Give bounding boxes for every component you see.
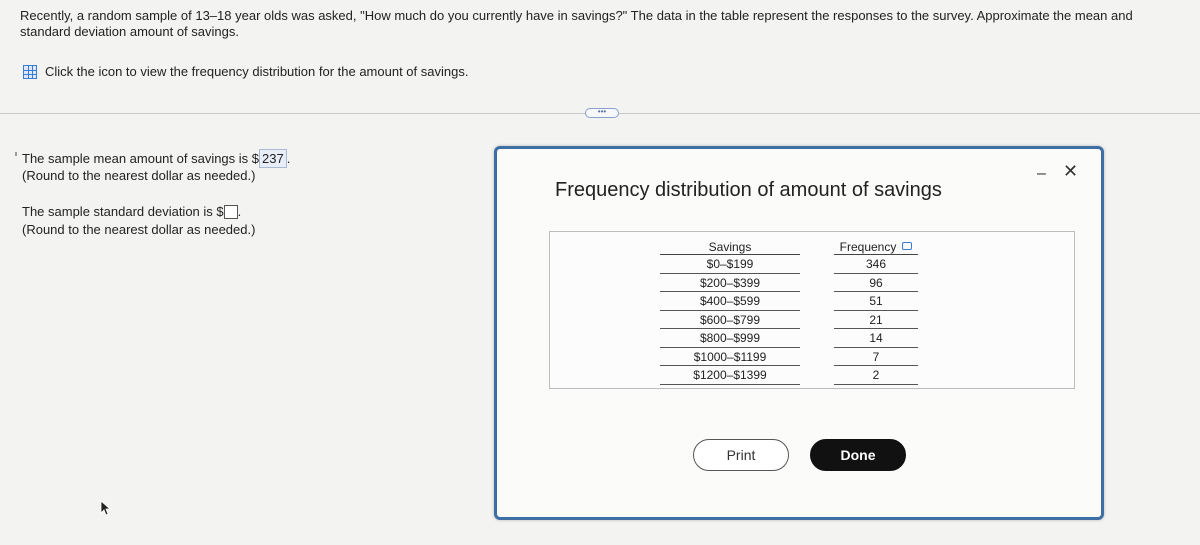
savings-cell: $0–$199	[660, 255, 800, 274]
print-button[interactable]: Print	[693, 439, 789, 471]
savings-header: Savings	[660, 236, 800, 255]
frequency-cell: 14	[834, 329, 918, 348]
frequency-header	[834, 236, 918, 255]
frequency-cell: 346	[834, 255, 918, 274]
savings-cell: $600–$799	[660, 311, 800, 330]
question-text: Recently, a random sample of 13–18 year olds was asked, "How much do you currently have in savings?" The data in the table represent the responses to the survey. Approximate the mean and standard deviation amount of savings.	[20, 8, 1133, 39]
done-button[interactable]: Done	[810, 439, 906, 471]
expand-handle[interactable]: •••	[585, 108, 619, 118]
icon-prompt-text: Click the icon to view the frequency distribution for the amount of savings.	[45, 64, 469, 79]
savings-cell: $1000–$1199	[660, 348, 800, 367]
frequency-icon-line	[23, 64, 468, 79]
dialog-title: Frequency distribution of amount of savings	[555, 179, 942, 201]
frequency-cell: 51	[834, 292, 918, 311]
copy-data-icon[interactable]	[902, 242, 912, 250]
sd-round-note: (Round to the nearest dollar as needed.)	[22, 222, 256, 237]
frequency-table	[549, 231, 1075, 389]
close-icon[interactable]: ✕	[1063, 161, 1079, 181]
savings-cell: $1200–$1399	[660, 366, 800, 385]
mean-prefix: The sample mean amount of savings is $	[22, 151, 260, 166]
mean-answer-field[interactable]: 237	[259, 149, 287, 168]
table-grid-icon[interactable]	[23, 65, 37, 79]
frequency-cell: 21	[834, 311, 918, 330]
savings-cell: $200–$399	[660, 274, 800, 293]
sd-answer-input[interactable]	[224, 205, 238, 219]
savings-cell: $800–$999	[660, 329, 800, 348]
frequency-cell: 2	[834, 366, 918, 385]
frequency-dialog	[494, 146, 1104, 520]
savings-column	[660, 236, 800, 385]
mean-suffix: .	[286, 151, 291, 166]
frequency-column	[834, 236, 918, 385]
mean-round-note: (Round to the nearest dollar as needed.)	[22, 168, 256, 183]
frequency-cell: 7	[834, 348, 918, 367]
sd-prefix: The sample standard deviation is $	[22, 204, 224, 219]
sd-answer-line	[22, 203, 241, 220]
frequency-header-label: Frequency	[839, 240, 897, 254]
frequency-cell: 96	[834, 274, 918, 293]
mean-answer-line	[22, 149, 290, 168]
mouse-cursor-icon	[100, 500, 110, 516]
left-edge-mark	[15, 152, 17, 156]
sd-suffix: .	[237, 204, 242, 219]
savings-cell: $400–$599	[660, 292, 800, 311]
minimize-icon[interactable]: –	[1037, 165, 1046, 182]
